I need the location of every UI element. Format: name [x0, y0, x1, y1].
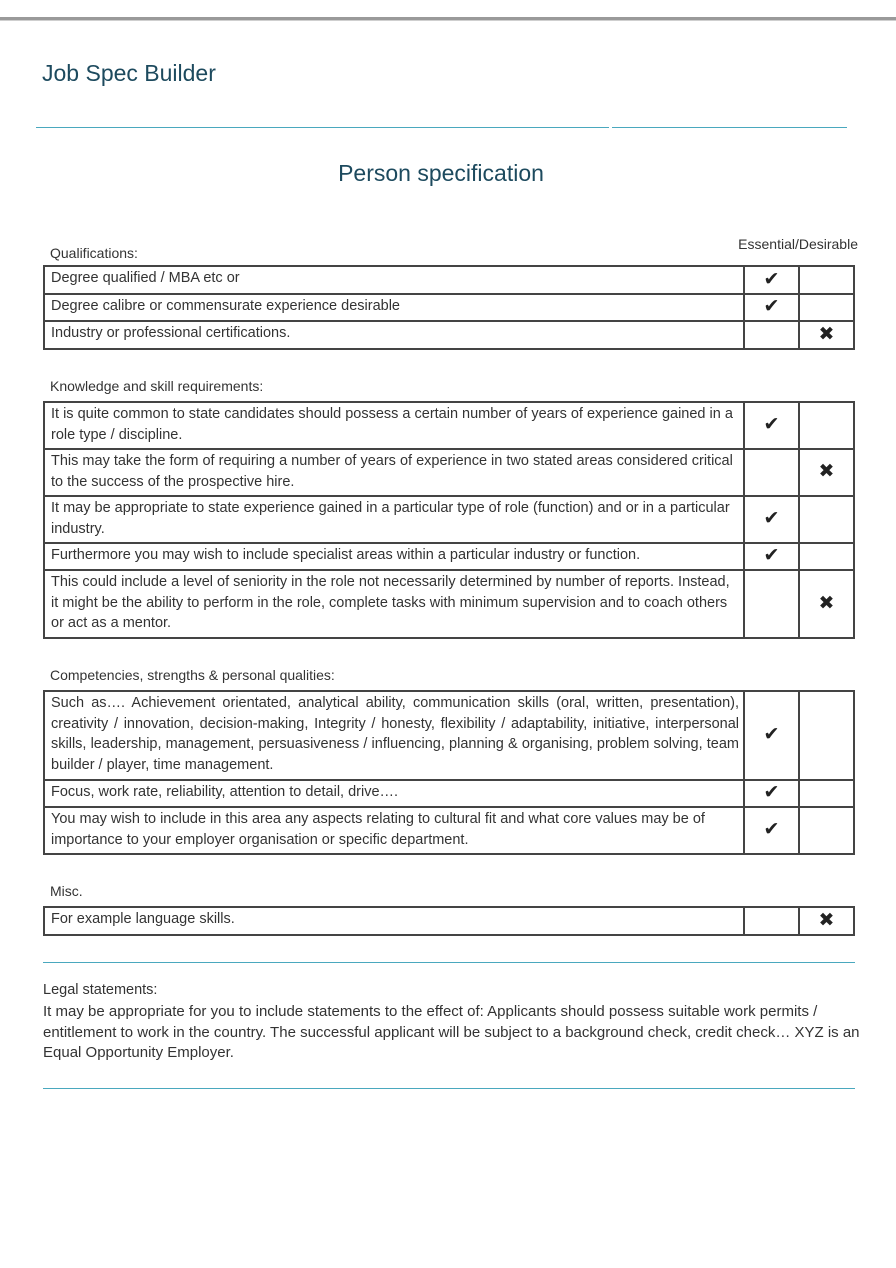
- requirement-text[interactable]: Such as…. Achievement orientated, analytical ability, communication skills (oral, written, presentation), creativity / innovation, decision-making, Integrity / honesty, flexibility / adaptability, initiative, interpersonal skills, leadership, management, persuasiveness / influencing, planning & organising, problem solving, team builder / player, time management.: [44, 691, 744, 780]
- top-border: [0, 17, 896, 21]
- essential-check-icon[interactable]: ✔: [744, 294, 799, 321]
- section-label-knowledge: Knowledge and skill requirements:: [50, 378, 264, 394]
- table-row: [44, 402, 854, 449]
- desirable-cross-icon[interactable]: ✖: [799, 570, 854, 638]
- desirable-cross-icon[interactable]: ✖: [799, 321, 854, 349]
- table-row: [44, 543, 854, 570]
- requirement-text[interactable]: This may take the form of requiring a number of years of experience in two stated areas considered critical to the success of the prospective hire.: [44, 449, 744, 496]
- qualifications-table: [43, 265, 855, 350]
- requirement-text[interactable]: Focus, work rate, reliability, attention to detail, drive….: [44, 780, 744, 807]
- desirable-cell[interactable]: [799, 294, 854, 321]
- desirable-cross-icon[interactable]: ✖: [799, 907, 854, 935]
- section-label-qualifications: Qualifications:: [50, 245, 138, 261]
- desirable-cell[interactable]: [799, 266, 854, 294]
- legal-label: Legal statements:: [43, 982, 158, 998]
- essential-cell[interactable]: [744, 907, 799, 935]
- essential-cell[interactable]: [744, 570, 799, 638]
- legal-rule-bottom: [43, 1088, 855, 1089]
- requirement-text[interactable]: Degree qualified / MBA etc or: [44, 266, 744, 294]
- table-row: [44, 807, 854, 854]
- header-rule-left: [36, 127, 609, 128]
- knowledge-table: [43, 401, 855, 639]
- table-row: [44, 294, 854, 321]
- table-row: [44, 321, 854, 349]
- requirement-text[interactable]: This could include a level of seniority in the role not necessarily determined by number of reports. Instead, it might be the ability to perform in the role, complete tasks with minimum supervision and to coach others or act as a mentor.: [44, 570, 744, 638]
- table-row: [44, 570, 854, 638]
- desirable-cell[interactable]: [799, 691, 854, 780]
- section-label-misc: Misc.: [50, 883, 83, 899]
- desirable-cell[interactable]: [799, 807, 854, 854]
- legal-text[interactable]: It may be appropriate for you to include statements to the effect of: Applicants should possess suitable work permits / entitlement to work in the country. The successful applicant will be subject to a background check, credit check… XYZ is an Equal Opportunity Employer.: [43, 1003, 860, 1061]
- header-rule-right: [612, 127, 847, 128]
- legal-rule-top: [43, 962, 855, 963]
- competencies-table: [43, 690, 855, 855]
- table-row: [44, 449, 854, 496]
- section-label-competencies: Competencies, strengths & personal qualities:: [50, 667, 335, 683]
- app-title: Job Spec Builder: [42, 60, 216, 86]
- essential-check-icon[interactable]: ✔: [744, 780, 799, 807]
- table-row: [44, 266, 854, 294]
- requirement-text[interactable]: It is quite common to state candidates should possess a certain number of years of experience gained in a role type / discipline.: [44, 402, 744, 449]
- table-row: [44, 691, 854, 780]
- page-title: Person specification: [338, 160, 544, 186]
- requirement-text[interactable]: For example language skills.: [44, 907, 744, 935]
- essential-check-icon[interactable]: ✔: [744, 266, 799, 294]
- desirable-cross-icon[interactable]: ✖: [799, 449, 854, 496]
- desirable-cell[interactable]: [799, 496, 854, 543]
- desirable-cell[interactable]: [799, 543, 854, 570]
- table-row: [44, 907, 854, 935]
- essential-check-icon[interactable]: ✔: [744, 807, 799, 854]
- requirement-text[interactable]: Degree calibre or commensurate experience desirable: [44, 294, 744, 321]
- desirable-cell[interactable]: [799, 402, 854, 449]
- requirement-text[interactable]: Industry or professional certifications.: [44, 321, 744, 349]
- table-row: [44, 496, 854, 543]
- essential-desirable-header: Essential/Desirable: [738, 236, 858, 252]
- essential-check-icon[interactable]: ✔: [744, 543, 799, 570]
- misc-table: [43, 906, 855, 936]
- table-row: [44, 780, 854, 807]
- requirement-text[interactable]: You may wish to include in this area any aspects relating to cultural fit and what core values may be of importance to your employer organisation or specific department.: [44, 807, 744, 854]
- requirement-text[interactable]: Furthermore you may wish to include specialist areas within a particular industry or function.: [44, 543, 744, 570]
- essential-cell[interactable]: [744, 449, 799, 496]
- essential-check-icon[interactable]: ✔: [744, 496, 799, 543]
- essential-check-icon[interactable]: ✔: [744, 691, 799, 780]
- desirable-cell[interactable]: [799, 780, 854, 807]
- essential-check-icon[interactable]: ✔: [744, 402, 799, 449]
- requirement-text[interactable]: It may be appropriate to state experience gained in a particular type of role (function) and or in a particular industry.: [44, 496, 744, 543]
- essential-cell[interactable]: [744, 321, 799, 349]
